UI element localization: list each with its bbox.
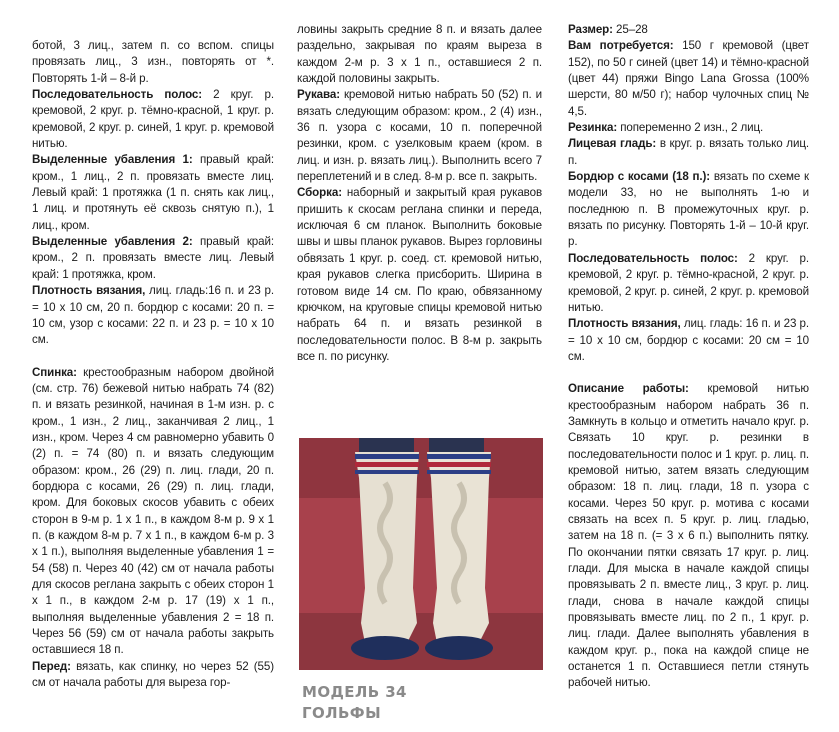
- paragraph-decreases-1: Выделенные убавления 1: правый край: кром., 1 лиц., 2 п. провязать вместе лиц. Левый край: 1 протяжка (1 п. снять как лиц., 1 лиц. и протянуть её сквозь снятую п.), 1 лиц., кром.: [32, 153, 274, 232]
- knee-socks-illustration: [299, 438, 543, 670]
- model-photo: [299, 438, 543, 670]
- column-middle: [297, 22, 542, 365]
- paragraph-materials: Вам потребуется: 150 г кремовой (цвет 152), по 50 г синей (цвет 14) и тёмно-красной (цвет 44) пряжи Bingo Lana Grossa (100% шерсти, 80 м/50 г); набор чулочных спиц № 4,5.: [568, 39, 809, 118]
- paragraph-front: Перед: вязать, как спинку, но через 52 (55) см от начала работы для выреза гор-: [32, 659, 274, 690]
- column-right: [568, 22, 809, 692]
- paragraph-work-description: Описание работы: кремовой нитью крестообразным набором набрать 36 п. Замкнуть в кольцо и отметить начало круг. р. Связать 10 круг. р. резинки в последовательности полос и 1 круг. р. лиц. п. кремовой нитью, затем вязать следующим образом: 18 п. лиц. глади, 18 п. узора с косами. Через 50 круг. р. мотива с косами связать на всех п. 5 круг. р. лиц. гладью, затем на 18 п. (= 3 х 6 п.) выполнить пятку. По окончании пятки связать 17 круг. р. лиц. глади. Для мыска в начале каждой спицы провязывать 2 п. вместе лиц., 3 круг. р. лиц. глади, снова в начале каждой спицы провязывать вместе лиц. по 2 п., 1 круг. р. лиц. глади. Далее выполнять убавления в каждом круг. р., пока на каждой спице не останется 1 п. Оставшиеся петли стянуть рабочей нитью.: [568, 382, 809, 690]
- paragraph-stripe-sequence: Последовательность полос: 2 круг. р. кремовой, 2 круг. р. тёмно-красной, 1 круг. р. кремовой, 2 круг. р. синей, 1 круг. р. кремовой нитью.: [32, 88, 274, 151]
- paragraph-back: Спинка: крестообразным набором двойной (см. стр. 76) бежевой нитью набрать 74 (82) п. и вязать резинкой, начиная в 1-м изн. р. с кром., 1 изн., 2 лиц., заканчивая 2 лиц., 1 изн., кром. Через 4 см равномерно убавить 0 (2) п. = 74 (80) п. и вязать следующим образом: кром., 26 (29) п. лиц. глади, 20 п. бордюра с косами, 26 (29) п. лиц. глади, кром. Для боковых скосов убавить с обеих сторон в 9-м р. 1 х 1 п., в каждом 8-м р. 9 х 1 п. (в каждом 8-м р. 7 х 1 п., в каждом 6-м р. 3 х 1 п.), выполняя выделенные убавления 1 = 54 (58) п. Через 40 (42) см от начала работы для скосов реглана закрыть с обеих сторон 1 х 1 п., в каждом 2-м р. 17 (19) х 1 п., выполняя выделенные убавления 2 = 18 п. Через 56 (59) см от начала работы закрыть оставшиеся 18 п.: [32, 365, 274, 657]
- paragraph-intro: ботой, 3 лиц., затем п. со вспом. спицы провязать лиц., 3 изн., повторять от *. Повторять 1-й – 8-й р.: [32, 39, 274, 85]
- paragraph-sleeves: Рукава: кремовой нитью набрать 50 (52) п. и вязать следующим образом: кром., 2 (4) изн., 36 п. узора с косами, 10 п. поперечной резинки, кром. с узелковым краем (кром. в лиц. и изн. р. вязать лиц.). Выполнить всего 7 переплетений и в след. 8-м р. все п. закрыть.: [297, 88, 542, 184]
- paragraph-gauge: Плотность вязания, лиц. гладь:16 п. и 23 р. = 10 х 10 см, 20 п. бордюр с косами: 20 п. = 10 см, узор с косами: 22 п. и 23 р. = 10 х 10 см.: [32, 284, 274, 347]
- model-name-title: ГОЛЬФЫ: [302, 704, 382, 722]
- paragraph-assembly: Сборка: наборный и закрытый края рукавов пришить к скосам реглана спинки и переда, исключая 6 см планок. Выполнить боковые швы и швы планок рукавов. Вырез горловины обвязать 1 круг. р. соед. ст. кремовой нитью, края рукавов слегка присборить. Ширина в готовом виде 14 см. По краю, обвязанному крючком, на круговые спицы кремовой нитью набрать 64 п. и вязать резинкой в последовательности полос. В 8-м р. закрыть все п. по рисунку.: [297, 186, 542, 363]
- paragraph-decreases-2: Выделенные убавления 2: правый край: кром., 2 п. провязать вместе лиц. Левый край: 1 протяжка, кром.: [32, 235, 274, 281]
- paragraph-size: Размер: 25–28: [568, 23, 648, 36]
- paragraph-cable-border: Бордюр с косами (18 п.): вязать по схеме к модели 33, но не выполнять 1-ю и последнюю п. В промежуточных круг. р. вязать по рисунку. Повторять 1-й – 10-й круг. р.: [568, 170, 809, 249]
- paragraph-neckline: ловины закрыть средние 8 п. и вязать далее раздельно, закрывая по краям выреза в каждом 2-м р. 3 х 1 п., оставшиеся 2 п. каждой половины закрыть.: [297, 23, 542, 86]
- paragraph-stockinette: Лицевая гладь: в круг. р. вязать только лиц. п.: [568, 137, 809, 167]
- model-number-title: МОДЕЛЬ 34: [302, 683, 407, 701]
- paragraph-stripe-sequence-socks: Последовательность полос: 2 круг. р. кремовой, 2 круг. р. тёмно-красной, 2 круг. р. кремовой, 2 круг. р. синей, 2 круг. р. кремовой нитью.: [568, 251, 809, 314]
- column-left: [32, 38, 274, 691]
- paragraph-gauge-socks: Плотность вязания, лиц. гладь: 16 п. и 23 р. = 10 х 10 см, бордюр с косами: 20 см = 10 см.: [568, 317, 809, 363]
- paragraph-rib: Резинка: попеременно 2 изн., 2 лиц.: [568, 121, 764, 135]
